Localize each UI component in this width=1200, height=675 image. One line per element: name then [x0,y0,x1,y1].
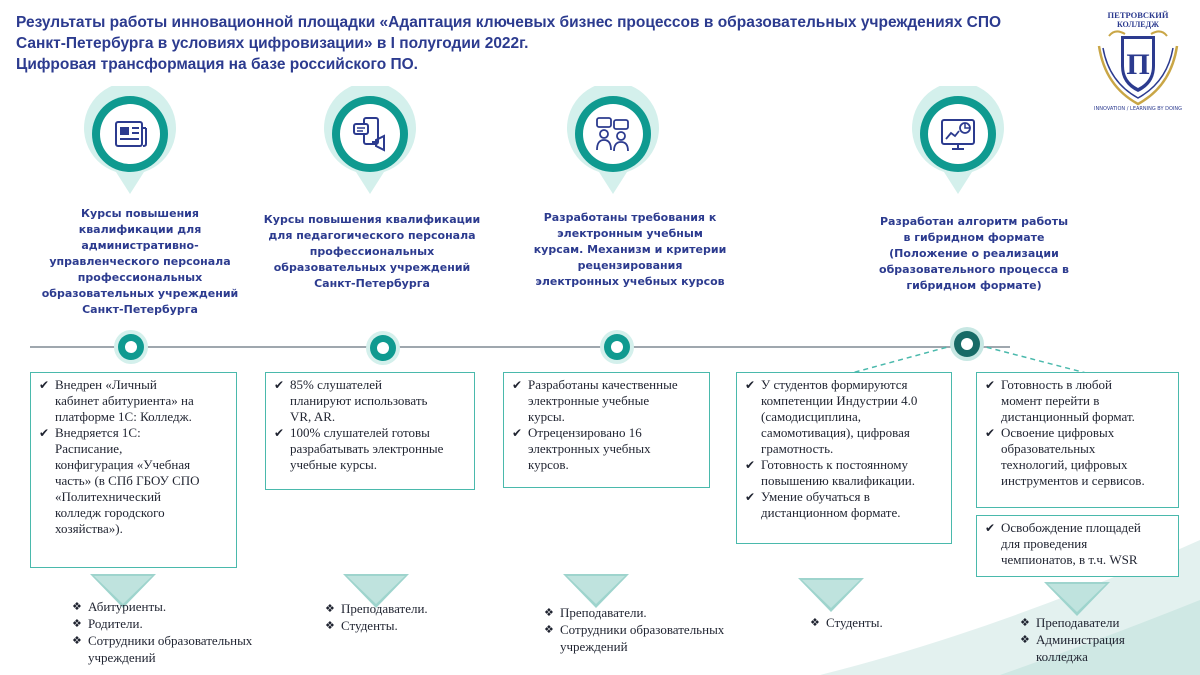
audience-item [72,598,252,615]
result-line: Внедрен «Личный [55,377,157,392]
diamond-bullet-icon: ❖ [72,617,82,630]
result-line: момент перейти в [1001,393,1100,408]
stage-2-audience [325,600,428,634]
caption-line: гибридном формате) [906,279,1042,292]
caption-line: рецензирования [577,259,683,272]
audience-label: Родители. [88,616,143,631]
result-line: Умение обучаться в [761,489,870,504]
diamond-bullet-icon: ❖ [325,602,335,615]
caption-line: образовательных учреждений [273,261,471,274]
result-line: дистанционном формате. [761,505,901,520]
result-line: Разработаны качественные [528,377,678,392]
newspaper-icon [110,114,150,154]
caption-line: Курсы повышения [81,207,199,220]
stage-1-pin [80,86,180,196]
stage-4-results-left [736,372,952,544]
stage-1-audience [72,598,252,666]
result-item [983,425,1172,489]
caption-line: образовательного процесса в [879,263,1069,276]
audience-label: Сотрудники образовательных [560,622,725,637]
result-line: Освобождение площадей [1001,520,1141,535]
result-line: Готовность к постоянному [761,457,909,472]
result-line: дистанционный формат. [1001,409,1135,424]
result-line: хозяйства»). [55,521,123,536]
logo-bottom-text: КОЛЛЕДЖ [1116,20,1160,29]
caption-line: Разработан алгоритм работы [879,215,1069,228]
result-item [37,377,230,425]
result-line: образовательных [1001,441,1096,456]
check-icon: ✔ [745,458,756,472]
diamond-bullet-icon: ❖ [1020,616,1030,629]
result-line: (самодисциплина, [761,409,862,424]
result-line: Внедряется 1С: [55,425,141,440]
caption-line: управленческого персонала [49,255,231,268]
caption-line: электронных учебных курсов [535,275,725,288]
audience-label: Студенты. [341,618,398,633]
timeline-node-1 [118,334,144,360]
audience-item-cont [544,638,724,655]
title-line-1: Результаты работы инновационной площадки «Адаптация ключевых бизнес процессов в образовательных учреждениях СПО [16,14,1002,31]
result-item [37,425,230,537]
result-line: для проведения [1001,536,1088,551]
result-line: 85% слушателей [290,377,382,392]
caption-line: профессиональных [309,245,435,258]
audience-item [72,615,252,632]
caption-line: квалификации для [78,223,202,236]
caption-line: курсам. Механизм и критерии [533,243,727,256]
result-item [272,377,468,425]
result-line: «Политехнический [55,489,161,504]
stage-2-caption [262,212,482,292]
stage-4-pin [908,86,1008,196]
result-line: VR, AR. [290,409,336,424]
check-icon: ✔ [745,378,756,392]
result-line: чемпионатов, в т.ч. WSR [1001,552,1138,567]
audience-item-cont [72,649,252,666]
title-line-2: Санкт-Петербурга в условиях цифровизации» в I полугодии 2022г. [16,35,529,52]
check-icon: ✔ [985,378,996,392]
audience-item [72,632,252,649]
stage-3-pin [563,86,663,196]
result-line: учебные курсы. [290,457,378,472]
diamond-bullet-icon: ❖ [72,600,82,613]
check-icon: ✔ [985,521,996,535]
result-line: часть» (в СПб ГБОУ СПО [55,473,200,488]
result-line: электронных учебных [528,441,651,456]
result-line: колледж городского [55,505,165,520]
audience-item [325,600,428,617]
check-icon: ✔ [512,378,523,392]
result-line: Освоение цифровых [1001,425,1115,440]
audience-label: Сотрудники образовательных [88,633,253,648]
stage-3-audience [544,604,724,655]
audience-label: учреждений [560,639,628,654]
caption-line: образовательных учреждений [41,287,239,300]
result-line: Готовность в любой [1001,377,1112,392]
check-icon: ✔ [39,378,50,392]
caption-line: для педагогического персонала [268,229,476,242]
down-arrow-icon [1044,582,1110,616]
result-item [743,489,945,521]
caption-line: Разработаны требования к [543,211,717,224]
audience-label: колледжа [1036,649,1088,664]
diamond-bullet-icon: ❖ [325,619,335,632]
audience-item [544,621,724,638]
timeline-node-2 [370,335,396,361]
result-line: технологий, цифровых [1001,457,1128,472]
caption-line: Санкт-Петербурга [314,277,430,290]
result-line: планируют использовать [290,393,428,408]
result-line: платформе 1С: Колледж. [55,409,192,424]
analytics-monitor-icon [938,114,978,154]
college-emblem-icon [1085,6,1191,112]
result-line: У студентов формируются [761,377,908,392]
check-icon: ✔ [274,426,285,440]
stage-4-caption [864,214,1084,294]
audience-label: учреждений [88,650,156,665]
down-arrow-icon [798,578,864,612]
audience-item [1020,631,1125,648]
logo-monogram: П [1126,48,1150,81]
result-line: повышению квалификации. [761,473,915,488]
audience-label: Преподаватели. [341,601,428,616]
audience-label: Преподаватели [1036,615,1120,630]
title-line-3: Цифровая трансформация на базе российского ПО. [16,56,418,73]
result-line: грамотность. [761,441,834,456]
result-line: курсы. [528,409,565,424]
result-item [983,377,1172,425]
audience-item-cont [1020,648,1125,665]
result-line: курсов. [528,457,569,472]
stage-2-results [265,372,475,490]
stage-4-audience-right [1020,614,1125,665]
audience-item [810,614,883,631]
result-line: разрабатывать электронные [290,441,444,456]
audience-label: Студенты. [826,615,883,630]
result-line: конфигурация «Учебная [55,457,191,472]
check-icon: ✔ [512,426,523,440]
stage-3-results [503,372,710,488]
result-item [272,425,468,473]
people-discussion-icon [593,114,633,154]
caption-line: (Положение о реализации [889,247,1059,260]
stage-4-audience-left [810,614,883,631]
result-line: Отрецензировано 16 [528,425,642,440]
diamond-bullet-icon: ❖ [1020,633,1030,646]
check-icon: ✔ [745,490,756,504]
audience-label: Абитуриенты. [88,599,167,614]
result-item [983,520,1172,568]
timeline-line [30,346,1010,348]
stage-1-results [30,372,237,568]
down-arrow-icon [563,574,629,608]
stage-1-caption [30,206,250,318]
stage-2-pin [320,86,420,196]
online-chat-icon [350,114,390,154]
diamond-bullet-icon: ❖ [544,623,554,636]
diamond-bullet-icon: ❖ [544,606,554,619]
diamond-bullet-icon: ❖ [810,616,820,629]
timeline-node-4 [954,331,980,357]
stage-4-results-right-2 [976,515,1179,577]
check-icon: ✔ [39,426,50,440]
result-line: компетенции Индустрии 4.0 [761,393,918,408]
caption-line: Санкт-Петербурга [82,303,198,316]
audience-item [544,604,724,621]
result-line: Расписание, [55,441,123,456]
result-item [743,457,945,489]
audience-item [1020,614,1125,631]
logo-top-text: ПЕТРОВСКИЙ [1107,10,1169,20]
result-item [510,377,703,425]
result-line: электронные учебные [528,393,650,408]
audience-item [325,617,428,634]
caption-line: Курсы повышения квалификации [263,213,481,226]
result-line: самомотивация), цифровая [761,425,910,440]
diamond-bullet-icon: ❖ [72,634,82,647]
caption-line: электронным учебным [557,227,703,240]
page-title [16,12,1076,75]
audience-label: Администрация [1036,632,1125,647]
result-line: 100% слушателей готовы [290,425,430,440]
stage-3-caption [520,210,740,290]
stage-4-results-right [976,372,1179,508]
result-line: кабинет абитуриента» на [55,393,194,408]
check-icon: ✔ [985,426,996,440]
check-icon: ✔ [274,378,285,392]
caption-line: административно- [81,239,199,252]
caption-line: профессиональных [77,271,203,284]
result-item [743,377,945,457]
timeline-node-3 [604,334,630,360]
result-line: инструментов и сервисов. [1001,473,1145,488]
logo-ring-text: INNOVATION / LEARNING BY DOING [1094,106,1182,112]
audience-label: Преподаватели. [560,605,647,620]
result-item [510,425,703,473]
caption-line: в гибридном формате [903,231,1045,244]
